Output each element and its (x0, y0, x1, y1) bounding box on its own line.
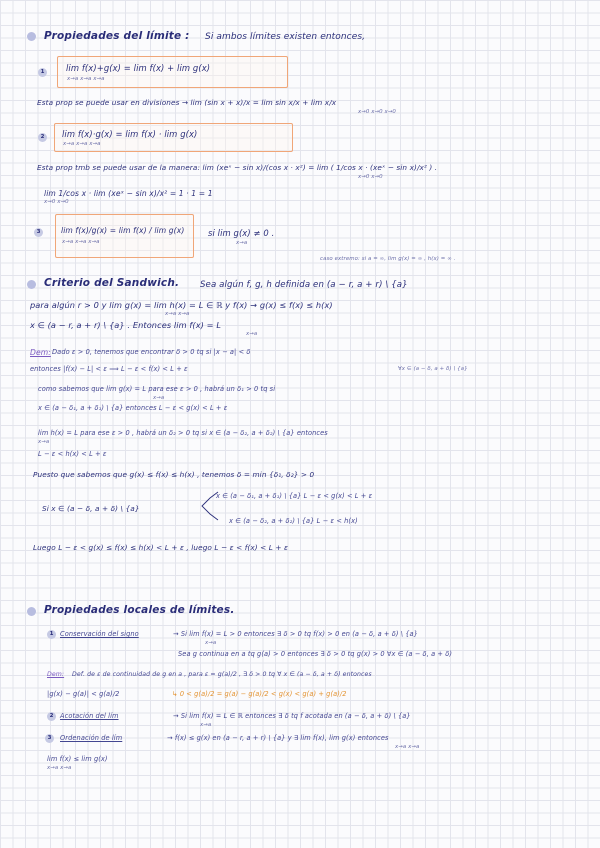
property-label: Conservación del signo (60, 630, 139, 638)
property-text: → f(x) ≤ g(x) en (a − r, a + r) \ {a} y ∃ lim f(x), lim g(x) entonces (167, 734, 389, 742)
calculation-subscript: x→0 x→0 (44, 199, 69, 205)
condition: si lim g(x) ≠ 0 . (208, 228, 275, 238)
formula-subscript: x→a x→a x→a (67, 76, 105, 82)
brace-icon (198, 486, 220, 526)
demonstration-label: Dem: (47, 671, 65, 678)
property-subscript: x→a (200, 722, 212, 728)
item-number: 3 (34, 228, 43, 237)
formula-box (54, 123, 293, 152)
proof-line: lim h(x) = L para ese ε > 0 , habrá un δ₂ > 0 tq si x ∈ (a − δ₂, a + δ₂) \ {a} entonces (38, 429, 328, 437)
item-number: 2 (47, 712, 56, 721)
proof-line: Puesto que sabemos que g(x) ≤ f(x) ≤ h(x) , tenemos δ = min {δ₁, δ₂} > 0 (33, 470, 315, 479)
proof-conclusion: Luego L − ε < g(x) ≤ f(x) ≤ h(x) < L + ε , luego L − ε < f(x) < L + ε (33, 543, 289, 552)
proof-line: como sabemos que lim g(x) = L para ese ε > 0 , habrá un δ₁ > 0 tq si (38, 385, 276, 393)
section-title: Propiedades del límite : (44, 30, 190, 42)
property-subscript: x→a x→a (395, 744, 420, 750)
theorem-line: x ∈ (a − r, a + r) \ {a} . Entonces lim f(x) = L (30, 320, 221, 330)
theorem-subscript: x→a x→a (165, 311, 190, 317)
demonstration-label: Dem: (30, 348, 51, 357)
section-subtitle: Si ambos límites existen entonces, (205, 32, 366, 42)
section-bullet (27, 280, 36, 289)
item-number: 2 (38, 133, 47, 142)
property-text: → Si lim f(x) = L > 0 entonces ∃ δ > 0 tq f(x) > 0 en (a − δ, a + δ) \ {a} (173, 630, 418, 638)
proof-line: |g(x) − g(a)| < g(a)/2 (47, 690, 120, 698)
aside-note: caso extremo: si a = ∞, lim g(x) = ∞ , h(x) = ∞ . (320, 256, 456, 262)
proof-line: Si x ∈ (a − δ, a + δ) \ {a} (42, 504, 140, 513)
property-subscript: x→a (205, 640, 217, 646)
proof-line: entonces |f(x) − L| < ε ⟹ L − ε < f(x) < L + ε (30, 365, 188, 373)
proof-subscript: x→a (153, 395, 165, 401)
proof-line: Def. de ε de continuidad de g en a , para ε = g(a)/2 , ∃ δ > 0 tq ∀ x ∈ (a − δ, a + δ) entonces (72, 671, 372, 678)
formula-box (55, 214, 194, 258)
section-title: Criterio del Sandwich. (44, 277, 180, 289)
proof-line: Dado ε > 0, tenemos que encontrar δ > 0 tq si |x − a| < δ (52, 348, 251, 356)
theorem-subscript: x→a (246, 331, 258, 337)
property-text: Sea g continua en a tq g(a) > 0 entonces ∃ δ > 0 tq g(x) > 0 ∀x ∈ (a − δ, a + δ) (178, 650, 453, 658)
item-number: 3 (45, 734, 54, 743)
property-label: Acotación del lím (60, 712, 119, 720)
formula-box (57, 56, 288, 88)
note: Esta prop tmb se puede usar de la manera: lim (xeˣ − sin x)/(cos x · x²) = lim ( 1/cos x · (xeˣ − sin x)/x² ) . (37, 163, 438, 172)
property-text: → Si lim f(x) = L ∈ ℝ entonces ∃ δ tq f acotada en (a − δ, a + δ) \ {a} (173, 712, 411, 720)
note-subscript: x→0 x→0 (358, 174, 383, 180)
item-number: 1 (38, 68, 47, 77)
note-subscript: x→0 x→0 x→0 (358, 109, 396, 115)
formula: lim f(x)+g(x) = lim f(x) + lim g(x) (66, 63, 211, 73)
note: Esta prop se puede usar en divisiones → lim (sin x + x)/x = lim sin x/x + lim x/x (37, 98, 337, 107)
item-number: 1 (47, 630, 56, 639)
proof-line: x ∈ (a − δ₁, a + δ₁) \ {a} entonces L − ε < g(x) < L + ε (38, 404, 228, 412)
proof-subscript: x→a (38, 439, 50, 445)
proof-branch: x ∈ (a − δ₂, a + δ₂) \ {a} L − ε < h(x) (229, 517, 358, 525)
calculation: lim 1/cos x · lim (xeˣ − sin x)/x² = 1 · 1 = 1 (44, 189, 213, 198)
property-label: Ordenación de lím (60, 734, 123, 742)
section-bullet (27, 32, 36, 41)
section-title: Propiedades locales de límites. (44, 604, 235, 616)
proof-side-note: ∀x ∈ (a − δ, a + δ) \ {a} (398, 366, 468, 372)
formula-subscript: x→a x→a x→a (62, 239, 100, 245)
formula-subscript: x→a x→a x→a (63, 141, 101, 147)
property-subscript: x→a x→a (47, 765, 72, 771)
formula: lim f(x)·g(x) = lim f(x) · lim g(x) (62, 129, 198, 139)
formula: lim f(x)/g(x) = lim f(x) / lim g(x) (61, 226, 185, 235)
condition-subscript: x→a (236, 240, 248, 246)
proof-line: L − ε < h(x) < L + ε (38, 450, 107, 458)
theorem-line: Sea algún f, g, h definida en (a − r, a + r) \ {a} (200, 280, 408, 290)
proof-branch: x ∈ (a − δ₁, a + δ₁) \ {a} L − ε < g(x) < L + ε (216, 492, 373, 500)
section-bullet (27, 607, 36, 616)
property-text: lim f(x) ≤ lim g(x) (47, 755, 108, 763)
theorem-line: para algún r > 0 y lim g(x) = lim h(x) = L ∈ ℝ y f(x) → g(x) ≤ f(x) ≤ h(x) (30, 300, 333, 310)
proof-annotation: ↳ 0 < g(a)/2 = g(a) − g(a)/2 < g(x) < g(a) + g(a)/2 (172, 690, 347, 698)
